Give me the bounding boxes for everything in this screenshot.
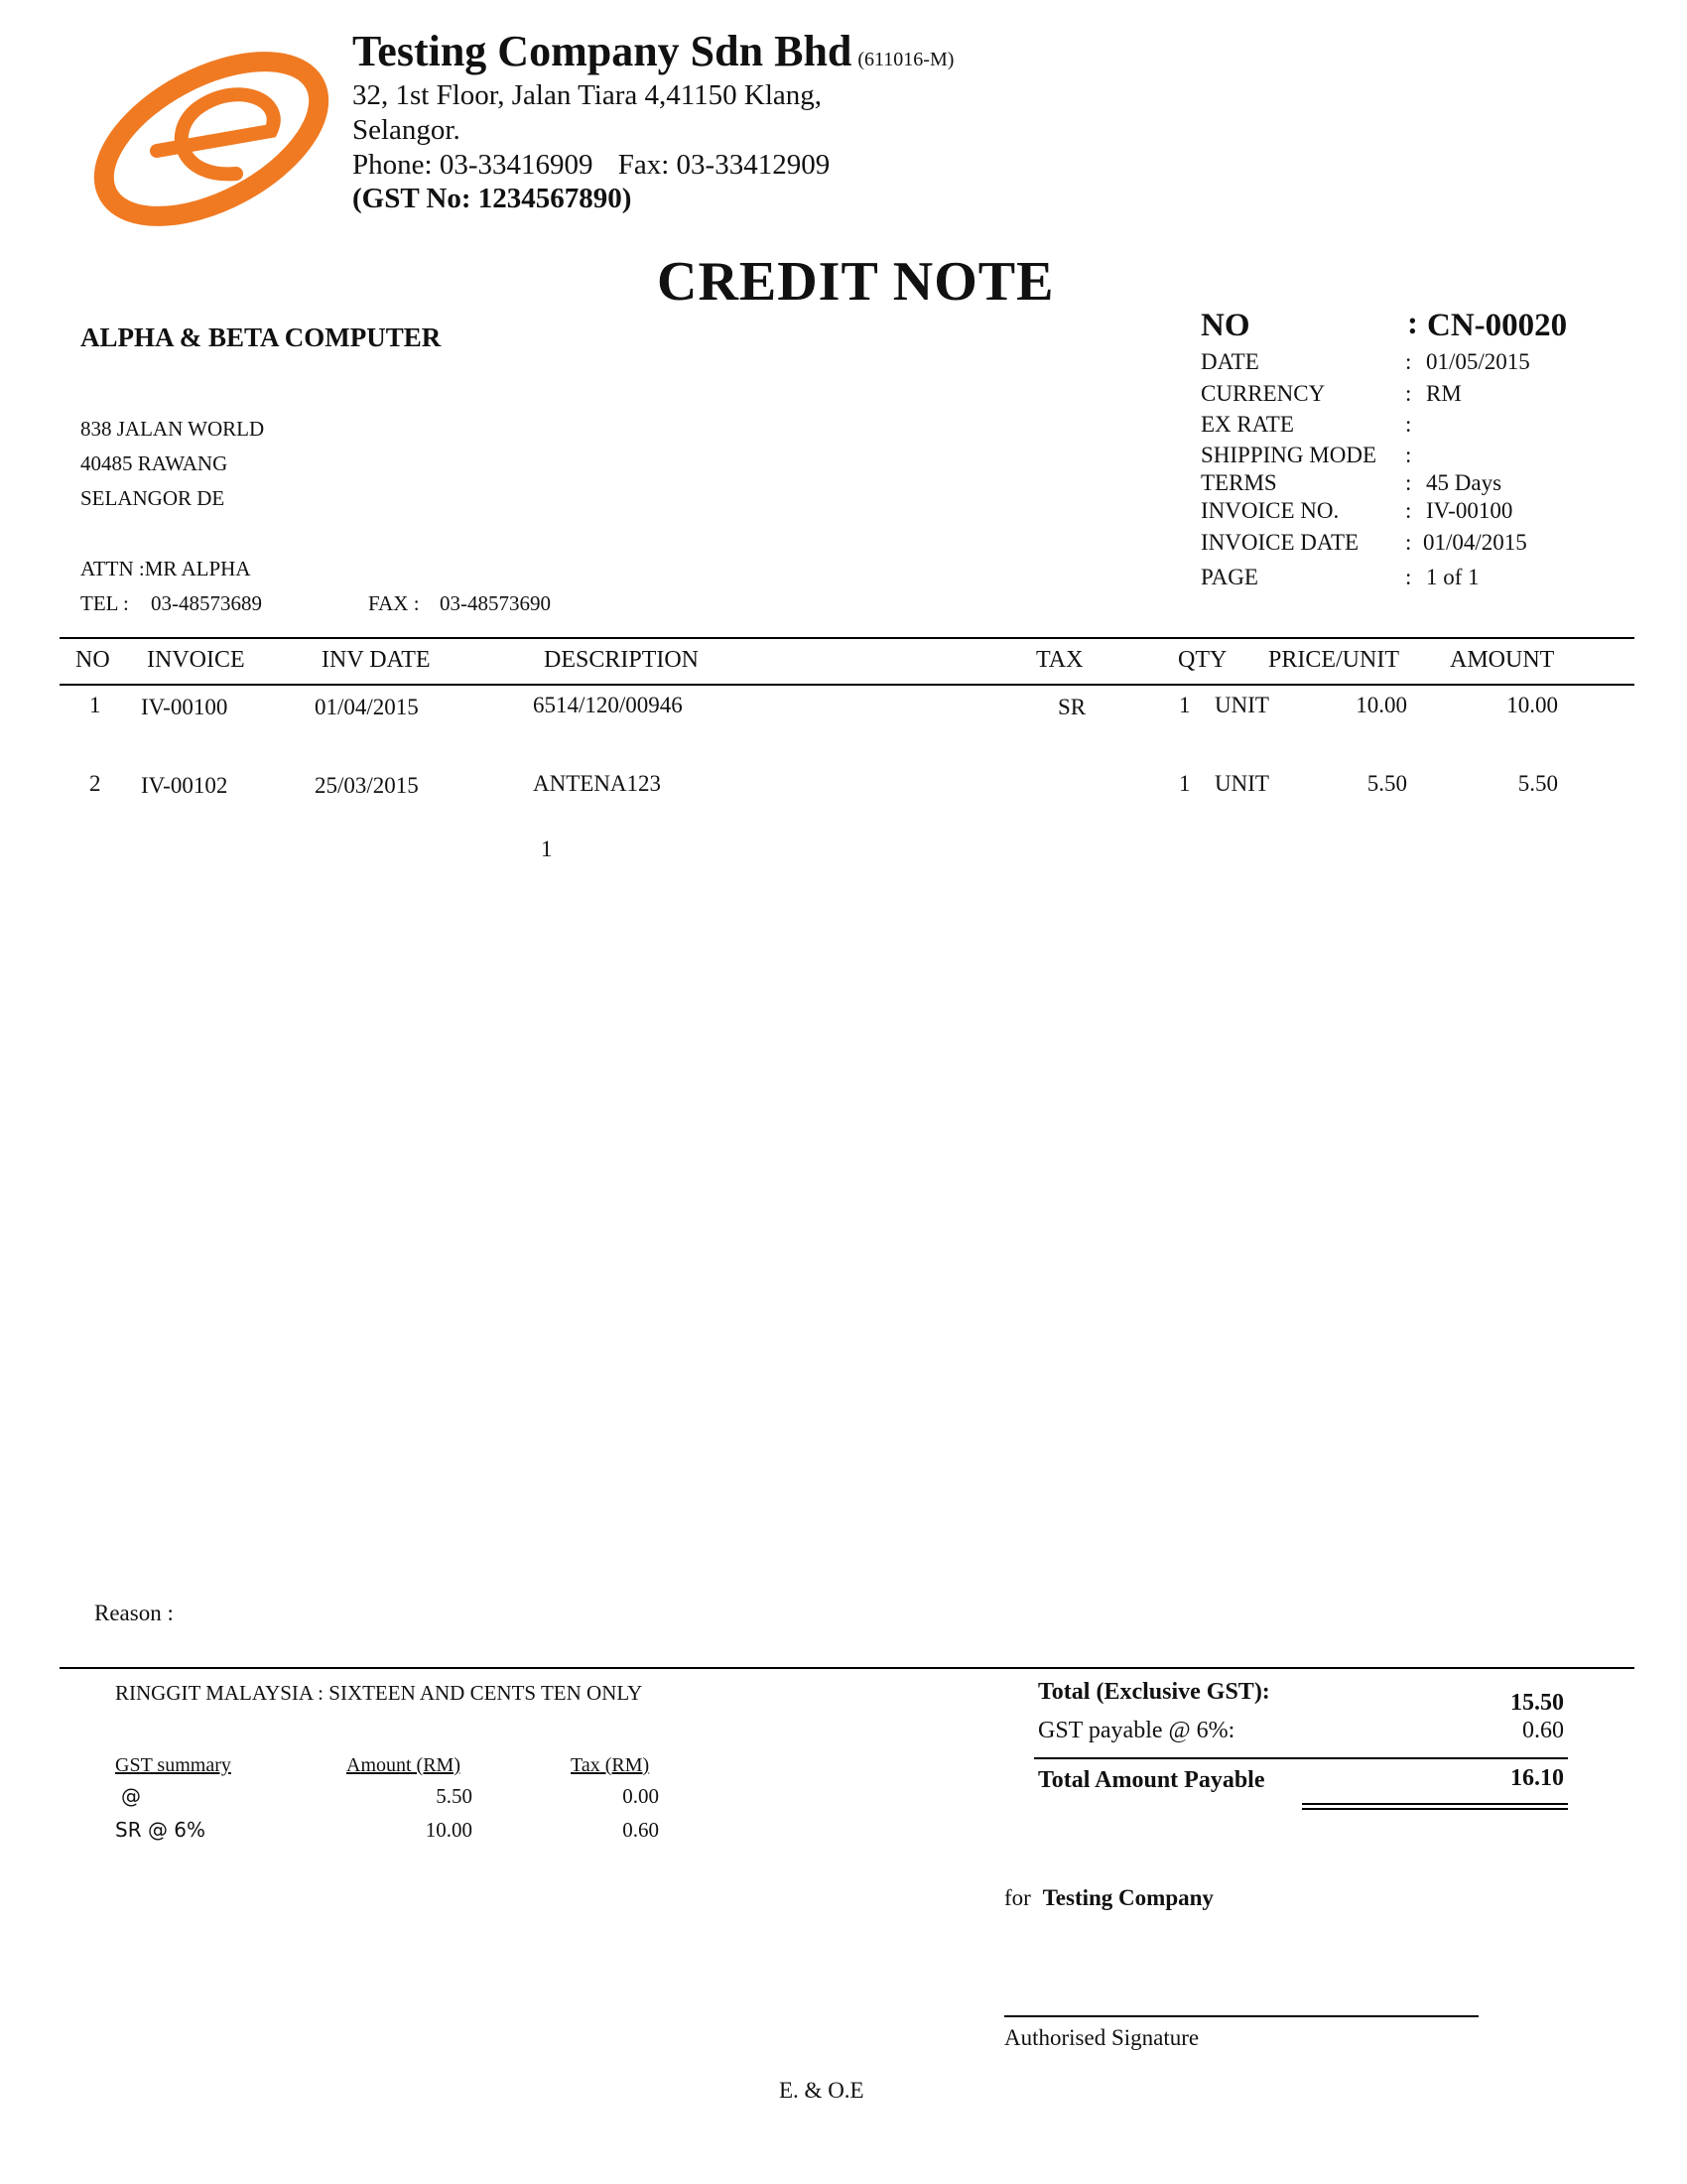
cell-price: 5.50	[1366, 771, 1407, 796]
meta-colon: :	[1405, 498, 1412, 523]
col-header-amount: AMOUNT	[1450, 647, 1555, 673]
company-logo	[87, 40, 345, 238]
customer-address-line: 838 JALAN WORLD	[80, 417, 265, 441]
meta-label-invoice-date: INVOICE DATE	[1201, 530, 1360, 555]
gst-tax: 0.60	[622, 1818, 659, 1842]
signature-for-label: for	[1004, 1885, 1031, 1910]
meta-value-terms: 45 Days	[1426, 470, 1502, 495]
company-gst: (GST No: 1234567890)	[352, 183, 632, 214]
meta-label-terms: TERMS	[1201, 470, 1277, 495]
cell-no: 2	[89, 771, 101, 796]
meta-colon: :	[1405, 565, 1412, 589]
signature-for	[1004, 1885, 1214, 1911]
customer-attn: ATTN :MR ALPHA	[80, 557, 251, 580]
meta-label-no: NO	[1201, 308, 1250, 343]
meta-colon: :	[1405, 443, 1412, 467]
cell-inv-date: 01/04/2015	[315, 695, 419, 719]
meta-label-shipping-mode: SHIPPING MODE	[1201, 443, 1376, 467]
phone-value: 03-33416909	[439, 149, 593, 181]
total-double-rule-top	[1302, 1803, 1568, 1805]
meta-colon: :	[1405, 412, 1412, 437]
fax-label: Fax:	[617, 149, 670, 181]
gst-payable-value: 0.60	[1522, 1718, 1564, 1743]
meta-colon: :	[1405, 530, 1412, 555]
gst-tax: 0.00	[622, 1784, 659, 1808]
cell-price: 10.00	[1356, 693, 1407, 717]
meta-value-invoice-no: IV-00100	[1426, 498, 1513, 523]
meta-label-page: PAGE	[1201, 565, 1258, 589]
col-header-qty: QTY	[1178, 647, 1228, 673]
total-exclusive-value: 15.50	[1510, 1690, 1564, 1716]
meta-label-ex-rate: EX RATE	[1201, 412, 1294, 437]
meta-value-currency: RM	[1426, 381, 1462, 406]
amount-in-words: RINGGIT MALAYSIA : SIXTEEN AND CENTS TEN ONLY	[115, 1681, 643, 1705]
cell-no: 1	[89, 693, 101, 717]
gst-code: SR @ 6%	[115, 1818, 206, 1842]
table-extra-line: 1	[541, 836, 553, 861]
cell-tax: SR	[1058, 695, 1087, 719]
gst-amount: 10.00	[425, 1818, 472, 1842]
customer-name: ALPHA & BETA COMPUTER	[80, 322, 442, 352]
footer-top-rule	[60, 1667, 1634, 1669]
meta-label-currency: CURRENCY	[1201, 381, 1326, 406]
cell-qty: 1	[1179, 693, 1191, 717]
customer-fax: 03-48573690	[440, 591, 551, 615]
gst-summary-header-tax: Tax (RM)	[571, 1754, 650, 1776]
customer-address-line: SELANGOR DE	[80, 486, 225, 510]
meta-label-invoice-no: INVOICE NO.	[1201, 498, 1340, 523]
meta-colon: :	[1405, 381, 1412, 406]
meta-colon: :	[1407, 306, 1418, 341]
phone-label: Phone:	[352, 149, 433, 181]
company-reg-no: (611016-M)	[857, 49, 955, 70]
cell-amount: 5.50	[1517, 771, 1558, 796]
col-header-invoice: INVOICE	[147, 647, 245, 673]
meta-colon: :	[1405, 470, 1412, 495]
company-contact	[352, 149, 830, 182]
gst-code: @	[121, 1784, 141, 1808]
company-address-line2: Selangor.	[352, 114, 460, 146]
total-payable-value: 16.10	[1510, 1765, 1564, 1791]
col-header-description: DESCRIPTION	[544, 647, 700, 673]
meta-value-date: 01/05/2015	[1426, 349, 1530, 374]
total-payable-label: Total Amount Payable	[1038, 1767, 1265, 1793]
meta-value-no: CN-00020	[1427, 308, 1568, 343]
customer-fax-label: FAX :	[368, 591, 420, 615]
gst-summary-header-amount: Amount (RM)	[346, 1754, 460, 1776]
customer-address-line: 40485 RAWANG	[80, 451, 228, 475]
signature-company: Testing Company	[1042, 1885, 1214, 1910]
gst-amount: 5.50	[436, 1784, 472, 1808]
cell-description: 6514/120/00946	[533, 693, 683, 717]
cell-uom: UNIT	[1215, 771, 1269, 796]
cell-description: ANTENA123	[533, 771, 662, 796]
col-header-inv-date: INV DATE	[322, 647, 431, 673]
col-header-no: NO	[75, 647, 110, 673]
table-top-rule	[60, 637, 1634, 639]
meta-colon: :	[1405, 349, 1412, 374]
signature-line	[1004, 2015, 1479, 2017]
cell-uom: UNIT	[1215, 693, 1269, 717]
gst-payable-label: GST payable @ 6%:	[1038, 1718, 1235, 1743]
meta-value-page: 1 of 1	[1426, 565, 1480, 589]
gst-summary-header-code: GST summary	[115, 1754, 231, 1776]
total-double-rule-bottom	[1302, 1808, 1568, 1810]
signature-label: Authorised Signature	[1004, 2025, 1200, 2050]
totals-rule	[1034, 1757, 1568, 1759]
reason-label: Reason :	[94, 1601, 174, 1625]
col-header-tax: TAX	[1036, 647, 1084, 673]
cell-invoice: IV-00102	[141, 773, 228, 798]
fax-value: 03-33412909	[676, 149, 831, 181]
company-address-line1: 32, 1st Floor, Jalan Tiara 4,41150 Klang,	[352, 79, 823, 111]
meta-label-date: DATE	[1201, 349, 1259, 374]
company-name: Testing Company Sdn Bhd (611016-M)	[352, 27, 955, 75]
cell-inv-date: 25/03/2015	[315, 773, 419, 798]
customer-tel-label: TEL :	[80, 591, 129, 615]
eoe-note: E. & O.E	[779, 2078, 864, 2103]
document-title: CREDIT NOTE	[657, 251, 1055, 313]
cell-amount: 10.00	[1506, 693, 1558, 717]
col-header-price-unit: PRICE/UNIT	[1268, 647, 1399, 673]
total-exclusive-label: Total (Exclusive GST):	[1038, 1679, 1270, 1705]
cell-invoice: IV-00100	[141, 695, 228, 719]
customer-tel: 03-48573689	[151, 591, 262, 615]
meta-value-invoice-date: 01/04/2015	[1423, 530, 1527, 555]
cell-qty: 1	[1179, 771, 1191, 796]
table-header-rule	[60, 684, 1634, 686]
